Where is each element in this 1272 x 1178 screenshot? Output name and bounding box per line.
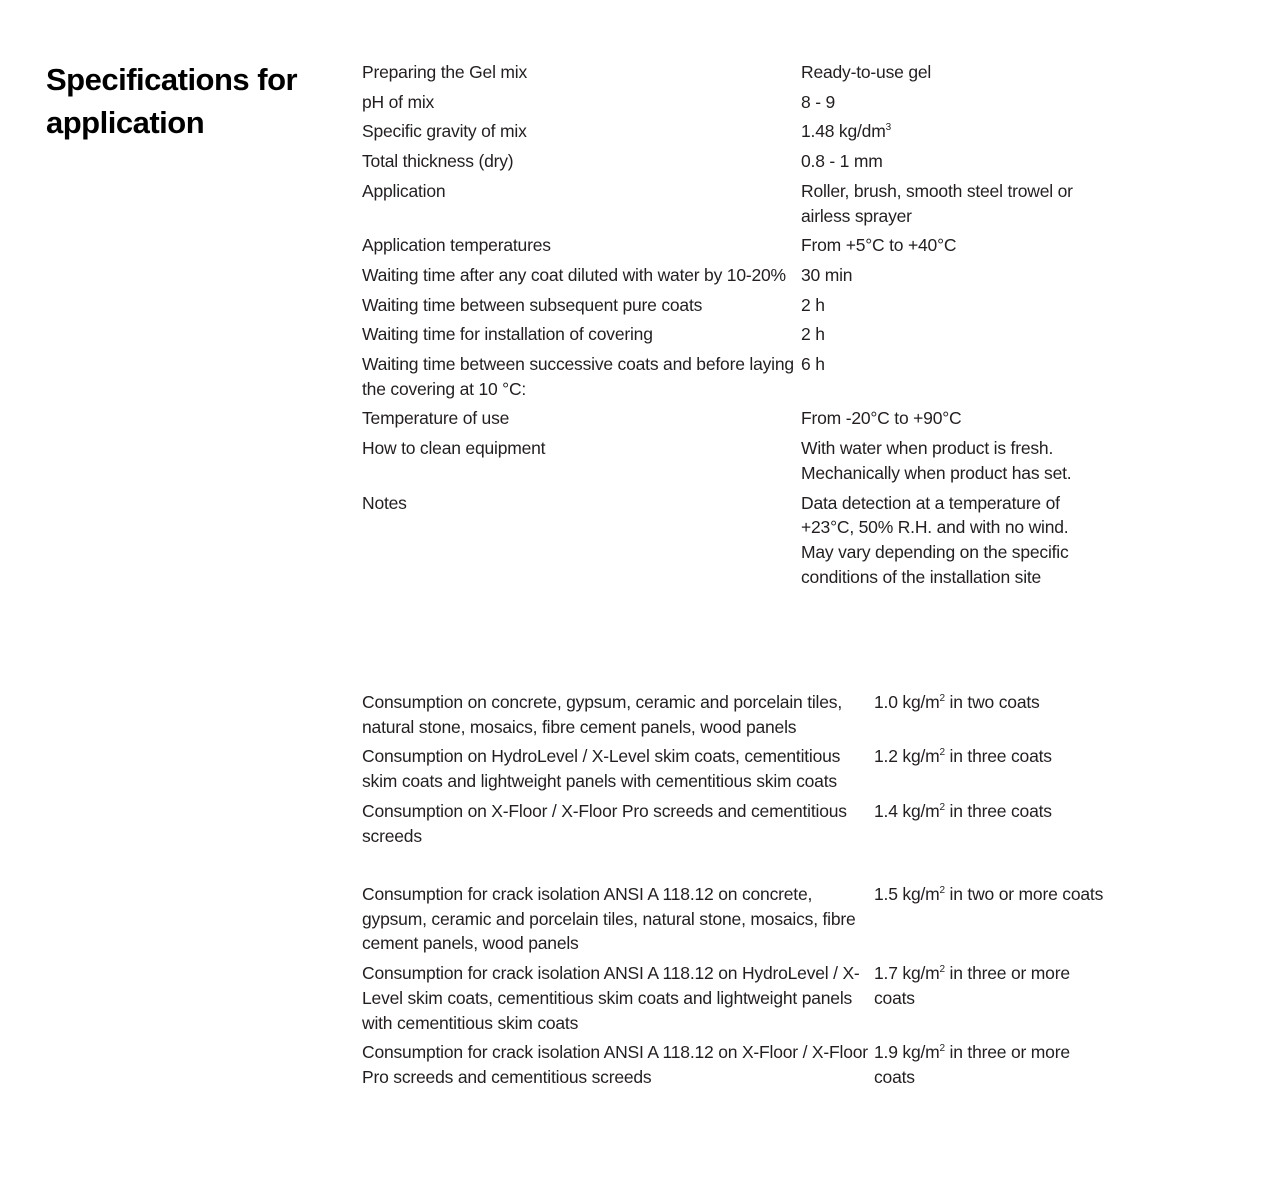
spec-label: Consumption for crack isolation ANSI A 118.12 on concrete, gypsum, ceramic and porcelain tiles, natural stone, mosaics, fibre cement panels, wood panels <box>362 884 856 954</box>
spec-label: Waiting time between subsequent pure coats <box>362 294 703 315</box>
spec-value-text: With water when product is fresh. Mechanically when product has set. <box>801 438 1072 483</box>
spec-value <box>801 322 1101 352</box>
spec-value <box>801 352 1101 406</box>
spec-value <box>874 1040 1104 1094</box>
spec-value <box>801 119 1101 149</box>
spec-value <box>801 491 1101 595</box>
consumption-amount: 1.2 kg/m <box>874 746 940 767</box>
spec-row <box>362 961 1104 1040</box>
spec-row <box>362 1040 1104 1094</box>
spec-label: Total thickness (dry) <box>362 151 514 172</box>
unit-exponent: 2 <box>939 1043 945 1055</box>
spec-value-text: 8 - 9 <box>801 91 836 112</box>
spec-label: pH of mix <box>362 91 435 112</box>
crack-isolation-specs-table <box>362 882 1104 1095</box>
spec-value <box>801 263 1101 293</box>
spec-label: Application <box>362 180 446 201</box>
section-heading: Specifications for application <box>46 62 298 140</box>
spec-value <box>874 882 1104 961</box>
coats-text: in three coats <box>944 746 1052 767</box>
spec-label: Consumption for crack isolation ANSI A 118.12 on X-Floor / X-Floor Pro screeds and cementitious screeds <box>362 1042 868 1087</box>
spec-value <box>874 961 1104 1040</box>
consumption-amount: 1.7 kg/m <box>874 963 940 984</box>
spec-label: Waiting time after any coat diluted with water by 10-20% <box>362 264 786 285</box>
application-specs-body <box>362 60 1101 594</box>
spec-value <box>874 799 1104 853</box>
spec-label: Specific gravity of mix <box>362 121 527 142</box>
spec-row <box>362 293 1101 323</box>
spec-value-text: 30 min <box>801 264 853 285</box>
coats-text: in three or more coats <box>874 963 1070 1008</box>
spec-label: Waiting time between successive coats and before laying the covering at 10 °C: <box>362 354 794 399</box>
spec-row <box>362 179 1101 233</box>
spec-label: Consumption on concrete, gypsum, ceramic and porcelain tiles, natural stone, mosaics, fibre cement panels, wood panels <box>362 692 842 737</box>
spec-value-text: Data detection at a temperature of +23°C, 50% R.H. and with no wind. May vary depending on the specific conditions of the installation site <box>801 492 1069 587</box>
coats-text: in three coats <box>944 800 1052 821</box>
spec-row <box>362 60 1101 90</box>
consumption-specs-body <box>362 690 1104 853</box>
spec-label: Notes <box>362 492 407 513</box>
spec-row <box>362 491 1101 595</box>
spec-value <box>801 60 1101 90</box>
spec-value-text: 1.48 kg/dm <box>801 121 886 142</box>
spec-row <box>362 119 1101 149</box>
spec-label: Consumption for crack isolation ANSI A 118.12 on HydroLevel / X-Level skim coats, cementitious skim coats and lightweight panels with cementitious skim coats <box>362 963 860 1033</box>
spec-row <box>362 263 1101 293</box>
spec-value-text: 2 h <box>801 324 825 345</box>
application-specs-table <box>362 60 1101 594</box>
spec-row <box>362 322 1101 352</box>
spec-label: Preparing the Gel mix <box>362 62 528 82</box>
spec-row <box>362 799 1104 853</box>
spec-label: Temperature of use <box>362 408 510 429</box>
spec-row <box>362 436 1101 490</box>
unit-exponent: 2 <box>939 693 945 704</box>
consumption-specs-table <box>362 690 1104 853</box>
spec-value-text: 6 h <box>801 354 825 375</box>
spec-value-text: 0.8 - 1 mm <box>801 151 883 172</box>
unit-exponent: 2 <box>939 747 945 759</box>
spec-value <box>874 744 1104 798</box>
spec-row <box>362 690 1104 744</box>
spec-value <box>801 90 1101 120</box>
unit-exponent: 2 <box>939 885 945 896</box>
spec-value-text: Ready-to-use gel <box>801 62 932 82</box>
spec-value <box>801 436 1101 490</box>
spec-row <box>362 90 1101 120</box>
spec-label: Consumption on X-Floor / X-Floor Pro screeds and cementitious screeds <box>362 800 847 846</box>
spec-value <box>801 179 1101 233</box>
unit-exponent: 2 <box>939 801 945 813</box>
spec-row <box>362 233 1101 263</box>
spec-row <box>362 744 1104 798</box>
consumption-amount: 1.5 kg/m <box>874 884 940 904</box>
spec-row <box>362 406 1101 436</box>
spec-row <box>362 352 1101 406</box>
spec-label: Application temperatures <box>362 235 551 256</box>
consumption-amount: 1.0 kg/m <box>874 692 940 712</box>
consumption-amount: 1.4 kg/m <box>874 800 940 821</box>
spec-value-text: Roller, brush, smooth steel trowel or airless sprayer <box>801 180 1073 226</box>
spec-row <box>362 149 1101 179</box>
coats-text: in two or more coats <box>944 884 1104 904</box>
spec-row <box>362 882 1104 961</box>
spec-value <box>801 149 1101 179</box>
spec-value-text: From +5°C to +40°C <box>801 235 957 256</box>
spec-value <box>874 690 1104 744</box>
crack-isolation-specs-body <box>362 882 1104 1095</box>
consumption-amount: 1.9 kg/m <box>874 1042 940 1063</box>
spec-value <box>801 293 1101 323</box>
spec-value-text: From -20°C to +90°C <box>801 408 962 429</box>
spec-value <box>801 406 1101 436</box>
unit-exponent: 2 <box>939 964 945 976</box>
spec-value <box>801 233 1101 263</box>
spec-label: Consumption on HydroLevel / X-Level skim coats, cementitious skim coats and lightweight panels with cementitious skim coats <box>362 746 841 792</box>
spec-label: How to clean equipment <box>362 438 546 459</box>
coats-text: in three or more coats <box>874 1042 1070 1087</box>
spec-value-text: 2 h <box>801 294 825 315</box>
unit-exponent: 3 <box>885 122 891 134</box>
spec-label: Waiting time for installation of covering <box>362 324 653 345</box>
coats-text: in two coats <box>944 692 1040 712</box>
